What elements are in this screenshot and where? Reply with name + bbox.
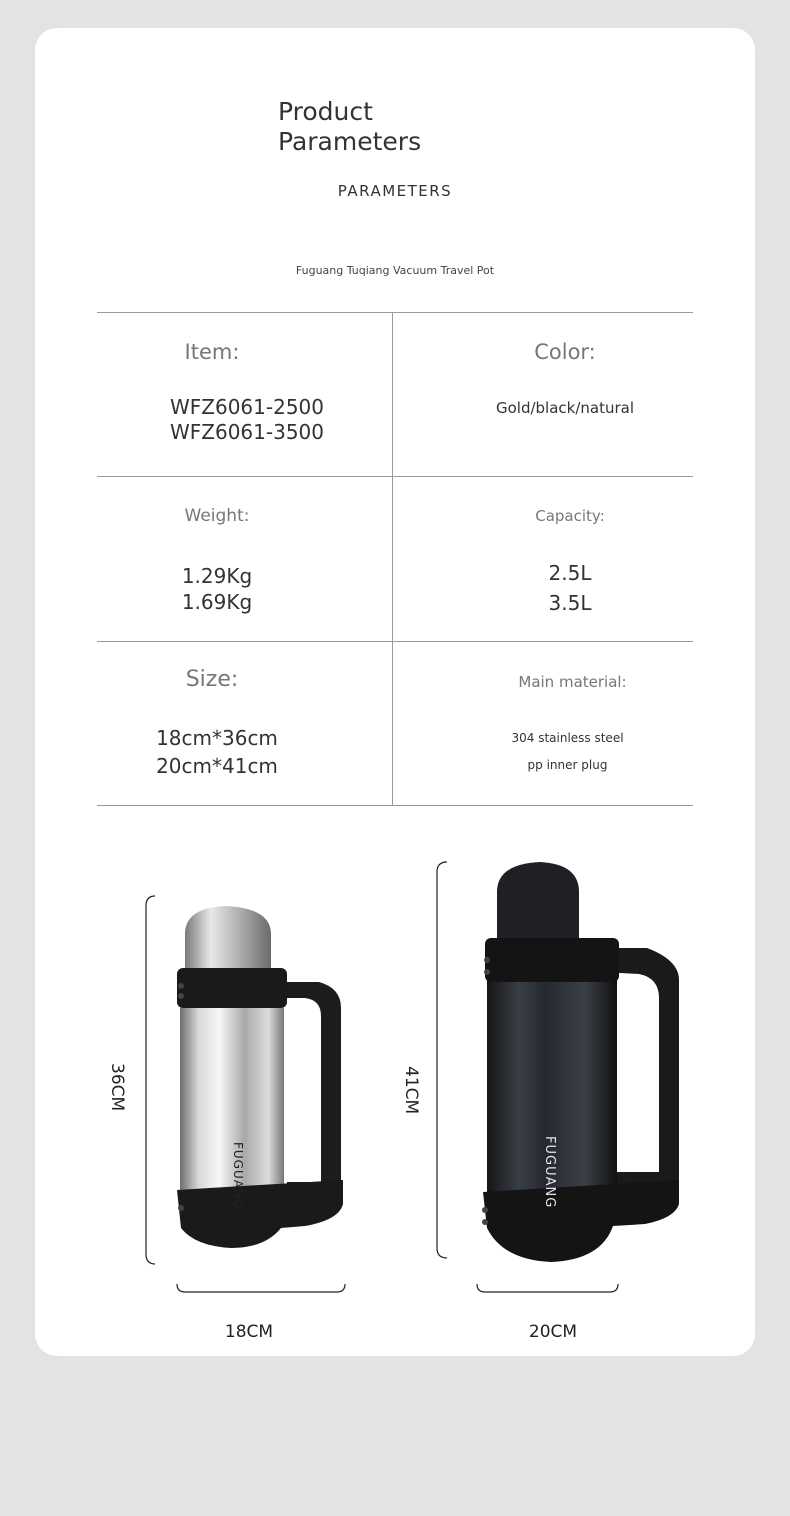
item-values bbox=[97, 395, 397, 445]
size-label: Size: bbox=[185, 667, 239, 692]
item-value-2: WFZ6061-3500 bbox=[170, 420, 324, 444]
product-illustrations bbox=[35, 848, 755, 1338]
table-divider-top bbox=[97, 312, 693, 313]
table-divider-vertical bbox=[392, 312, 393, 805]
large-height-bracket bbox=[437, 862, 447, 1258]
large-width-label: 20CM bbox=[528, 1322, 578, 1338]
small-height-bracket bbox=[146, 896, 155, 1264]
large-bottle-collar bbox=[485, 938, 619, 982]
small-width-bracket bbox=[177, 1284, 345, 1292]
capacity-value-2: 3.5L bbox=[548, 591, 592, 615]
product-name: Fuguang Tuqiang Vacuum Travel Pot bbox=[295, 264, 495, 277]
weight-value-2: 1.69Kg bbox=[181, 590, 253, 614]
size-value-1: 18cm*36cm bbox=[156, 726, 278, 750]
large-height-label: 41CM bbox=[401, 1066, 421, 1115]
capacity-value-1: 2.5L bbox=[548, 561, 592, 585]
large-bottle bbox=[401, 862, 679, 1338]
small-bottle-handle bbox=[283, 982, 341, 1198]
small-bottle-collar bbox=[177, 968, 287, 1008]
material-label: Main material: bbox=[518, 673, 627, 691]
material-value-2: pp inner plug bbox=[527, 758, 608, 772]
page-title-line1: Product bbox=[278, 97, 373, 126]
large-width-bracket bbox=[477, 1284, 618, 1292]
capacity-values bbox=[455, 558, 685, 618]
small-bottle bbox=[107, 896, 345, 1338]
material-values bbox=[455, 725, 680, 779]
small-bottle-brand: FUGUANG bbox=[231, 1142, 245, 1210]
large-bottle-brand: FUGUANG bbox=[542, 1136, 557, 1209]
item-label: Item: bbox=[184, 340, 240, 364]
color-value: Gold/black/natural bbox=[495, 399, 635, 417]
table-divider-bottom bbox=[97, 805, 693, 806]
small-bottle-base bbox=[177, 1180, 343, 1248]
small-bottle-cap bbox=[185, 906, 271, 974]
size-value-2: 20cm*41cm bbox=[156, 754, 278, 778]
color-label: Color: bbox=[534, 340, 596, 364]
parameters-card bbox=[35, 28, 755, 1356]
weight-value-1: 1.29Kg bbox=[181, 564, 253, 588]
section-subtitle: PARAMETERS bbox=[337, 182, 453, 200]
table-divider-2 bbox=[97, 641, 693, 642]
capacity-label: Capacity: bbox=[535, 507, 605, 525]
material-value-1: 304 stainless steel bbox=[511, 731, 624, 745]
weight-label: Weight: bbox=[184, 506, 250, 526]
large-bottle-cap bbox=[497, 862, 579, 944]
small-height-label: 36CM bbox=[107, 1063, 127, 1112]
item-value-1: WFZ6061-2500 bbox=[170, 395, 324, 419]
large-bottle-base bbox=[483, 1180, 679, 1262]
size-values bbox=[97, 724, 337, 780]
weight-values bbox=[97, 563, 337, 615]
small-width-label: 18CM bbox=[224, 1322, 274, 1338]
page-title-line2: Parameters bbox=[278, 127, 422, 156]
table-divider-1 bbox=[97, 476, 693, 477]
